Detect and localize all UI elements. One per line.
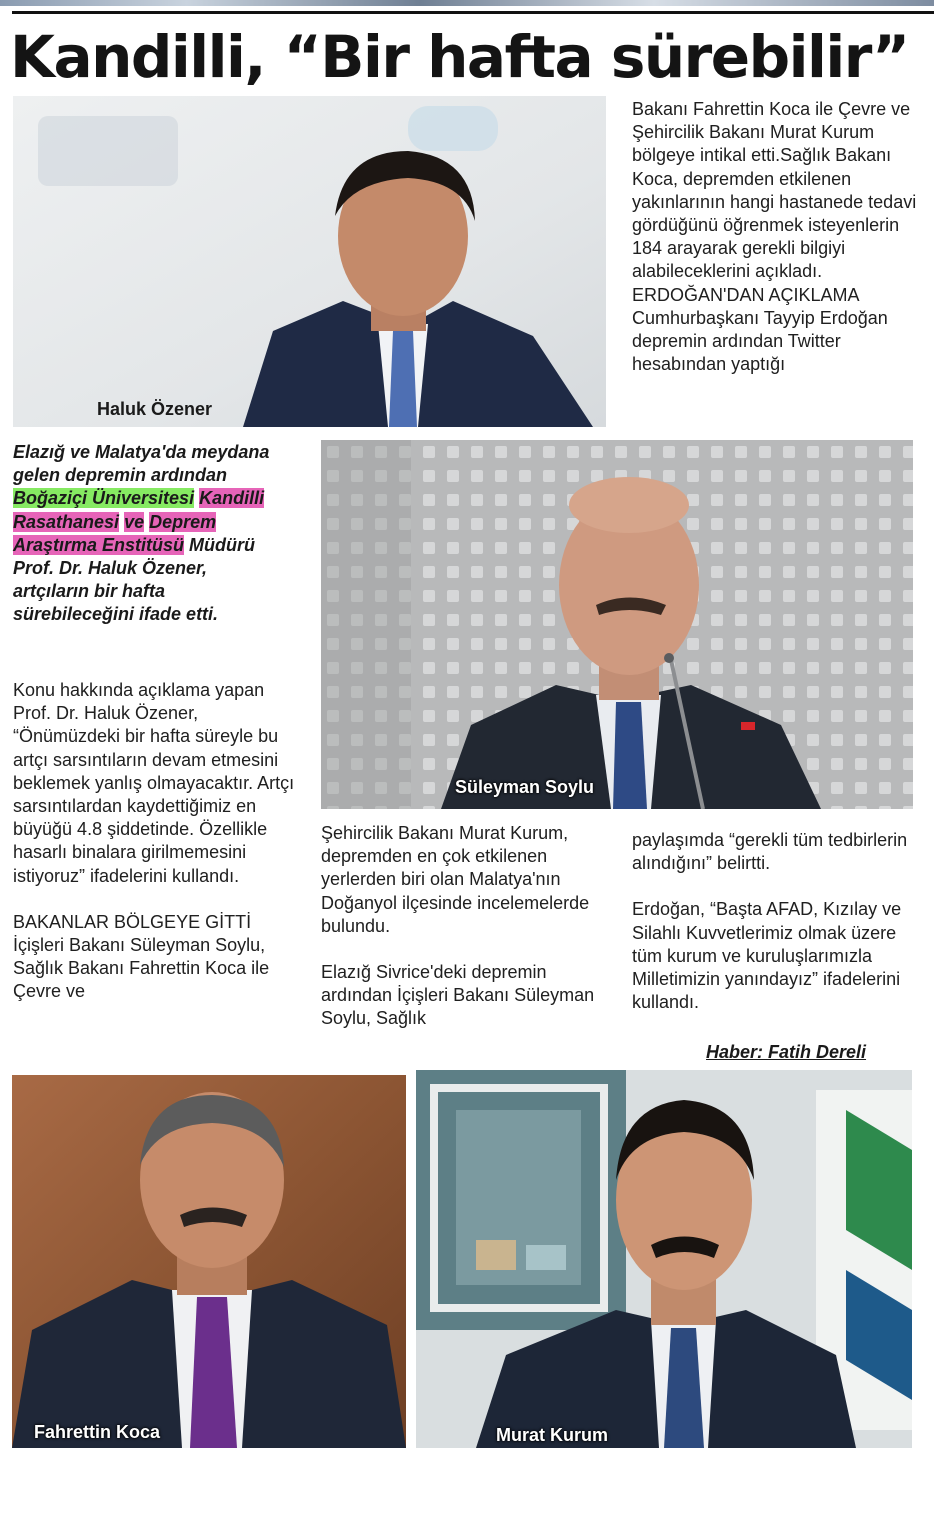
highlight-university: Boğaziçi Üniversitesi (13, 488, 195, 509)
portrait-image (321, 440, 913, 809)
portrait-image (13, 96, 606, 427)
lead-paragraph (13, 441, 275, 627)
column-right-bottom (632, 829, 918, 1014)
paragraph: Elazığ Sivrice'deki depremin ardından İçişleri Bakanı Süleyman Soylu, Sağlık (321, 962, 595, 1029)
caption-murat-kurum: Murat Kurum (496, 1425, 608, 1445)
top-image-strip (0, 0, 934, 6)
column-right-top (632, 98, 918, 376)
paragraph: Konu hakkında açıklama yapan Prof. Dr. Haluk Özener, “Önümüzdeki bir hafta süreyle bu artçı sarsıntıların devam etmesini beklemek yanlış olmayacaktır. Artçı sarsıntılardan kaydettiğimiz en büyüğü 4.8 şiddetinde. Özellikle hasarlı binalara girilmemesini istiyoruz” ifadelerini kullandı. (13, 680, 295, 886)
photo-suleyman-soylu (321, 440, 913, 809)
photo-murat-kurum (416, 1070, 912, 1448)
paragraph: Cumhurbaşkanı Tayyip Erdoğan depremin ardından Twitter hesabından yaptığı (632, 307, 888, 375)
paragraph: Erdoğan, “Başta AFAD, Kızılay ve Silahlı Kuvvetlerimiz olmak üzere tüm kurum ve kuruluşlarımızla Milletimizin yanındayız” ifadelerini kullandı. (632, 899, 902, 1013)
header-rule (12, 11, 934, 14)
headline: Kandilli, “Bir hafta sürebilir” (10, 23, 909, 91)
paragraph: paylaşımda “gerekli tüm tedbirlerin alındığını” belirtti. (632, 830, 908, 874)
portrait-image (12, 1075, 406, 1448)
paragraph: Şehircilik Bakanı Murat Kurum, depremden en çok etkilenen yerlerden biri olan Malatya'nın Doğanyol ilçesinde incelemelerde bulundu. (321, 823, 590, 936)
lead-text: Müdürü Prof. Dr. Haluk Özener, artçıların bir hafta sürebileceğini ifade etti. (13, 534, 256, 625)
caption-suleyman-soylu: Süleyman Soylu (455, 777, 595, 797)
subheading-erdogan: ERDOĞAN'DAN AÇIKLAMA (632, 284, 860, 305)
lead-text: Elazığ ve Malatya'da meydana gelen depremin ardından (13, 442, 270, 486)
caption-haluk-ozener: Haluk Özener (97, 399, 213, 419)
portrait-image (416, 1070, 912, 1448)
highlight-observatory: Kandilli Rasathanesi (13, 488, 265, 532)
photo-haluk-ozener (13, 96, 606, 427)
paragraph: Bakanı Fahrettin Koca ile Çevre ve Şehircilik Bakanı Murat Kurum bölgeye intikal etti.Sağlık Bakanı Koca, depremden etkilenen yakınlarının hangi hastanede tedavi gördüğünü öğrenmek isteyenlerin 184 arayarak gerekli bilgiyi alabileceklerini açıkladı. (632, 99, 917, 282)
byline: Haber: Fatih Dereli (706, 1042, 867, 1062)
caption-fahrettin-koca: Fahrettin Koca (34, 1422, 161, 1442)
column-middle (321, 822, 596, 1031)
highlight-conjunction: ve (124, 511, 145, 532)
paragraph: İçişleri Bakanı Süleyman Soylu, Sağlık Bakanı Fahrettin Koca ile Çevre ve (13, 935, 270, 1002)
column-left (13, 679, 303, 1004)
highlight-institute: Deprem Araştırma Enstitüsü (13, 511, 217, 555)
photo-fahrettin-koca (12, 1075, 406, 1448)
subheading-ministers: BAKANLAR BÖLGEYE GİTTİ (13, 911, 252, 932)
